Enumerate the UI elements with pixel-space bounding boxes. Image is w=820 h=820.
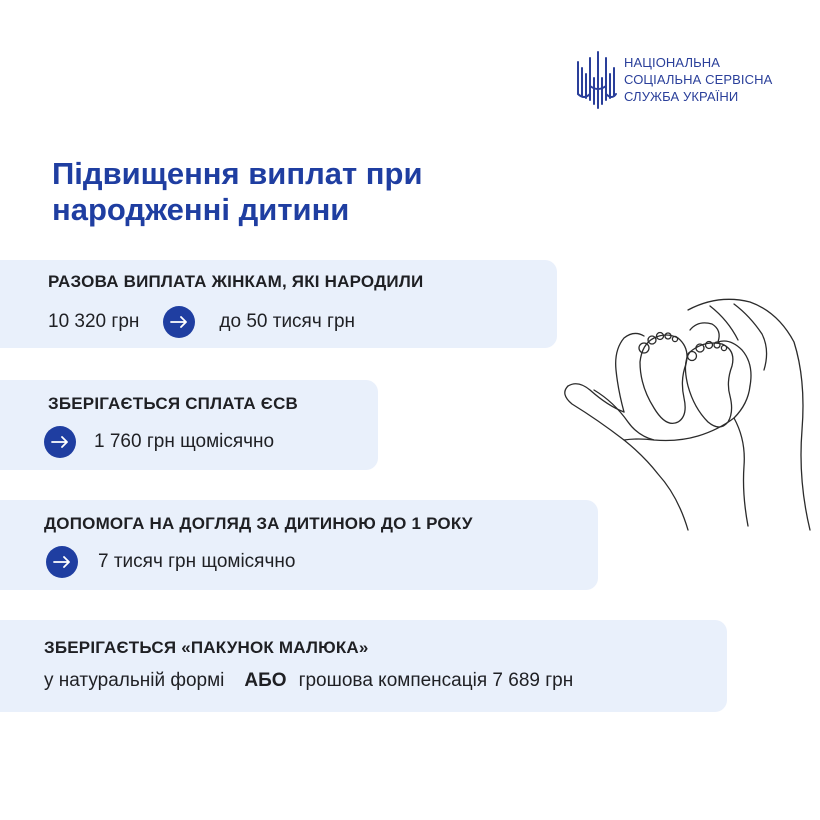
title-line-2: народженні дитини	[52, 192, 350, 227]
logo-line-3: СЛУЖБА УКРАЇНИ	[624, 89, 739, 104]
card-heading: ДОПОМОГА НА ДОГЛЯД ЗА ДИТИНОЮ ДО 1 РОКУ	[44, 514, 473, 533]
esv-row	[44, 426, 274, 458]
card-baby-package	[0, 620, 727, 712]
card-heading: ЗБЕРІГАЄТЬСЯ «ПАКУНОК МАЛЮКА»	[44, 638, 369, 657]
arrow-right-icon	[46, 546, 78, 578]
childcare-amount: 7 тисяч грн щомісячно	[98, 551, 296, 572]
nssu-logo	[574, 48, 794, 112]
new-amount: до 50 тисяч грн	[219, 311, 356, 332]
logo-line-2: СОЦІАЛЬНА СЕРВІСНА	[624, 72, 773, 87]
card-esv	[0, 380, 378, 470]
esv-amount: 1 760 грн щомісячно	[94, 431, 275, 452]
childcare-row	[46, 546, 295, 578]
trident-logo-icon	[574, 48, 618, 112]
logo-line-1: НАЦІОНАЛЬНА	[624, 55, 720, 70]
logo-text	[624, 54, 772, 105]
option-compensation: грошова компенсація 7 689 грн	[298, 670, 574, 691]
arrow-right-icon	[163, 306, 195, 338]
page-title	[52, 156, 572, 228]
title-line-1: Підвищення виплат при	[52, 156, 423, 191]
card-one-time-payment	[0, 260, 557, 348]
option-in-kind: у натуральній формі	[44, 670, 225, 691]
card-heading: ЗБЕРІГАЄТЬСЯ СПЛАТА ЄСВ	[48, 394, 299, 413]
package-options-row	[44, 670, 573, 692]
hands-baby-feet-illustration	[558, 290, 820, 550]
card-childcare	[0, 500, 598, 590]
arrow-right-icon	[44, 426, 76, 458]
or-connector: АБО	[244, 670, 287, 691]
old-amount: 10 320 грн	[48, 311, 140, 332]
card-heading: РАЗОВА ВИПЛАТА ЖІНКАМ, ЯКІ НАРОДИЛИ	[48, 272, 424, 291]
payment-change-row	[48, 306, 355, 338]
